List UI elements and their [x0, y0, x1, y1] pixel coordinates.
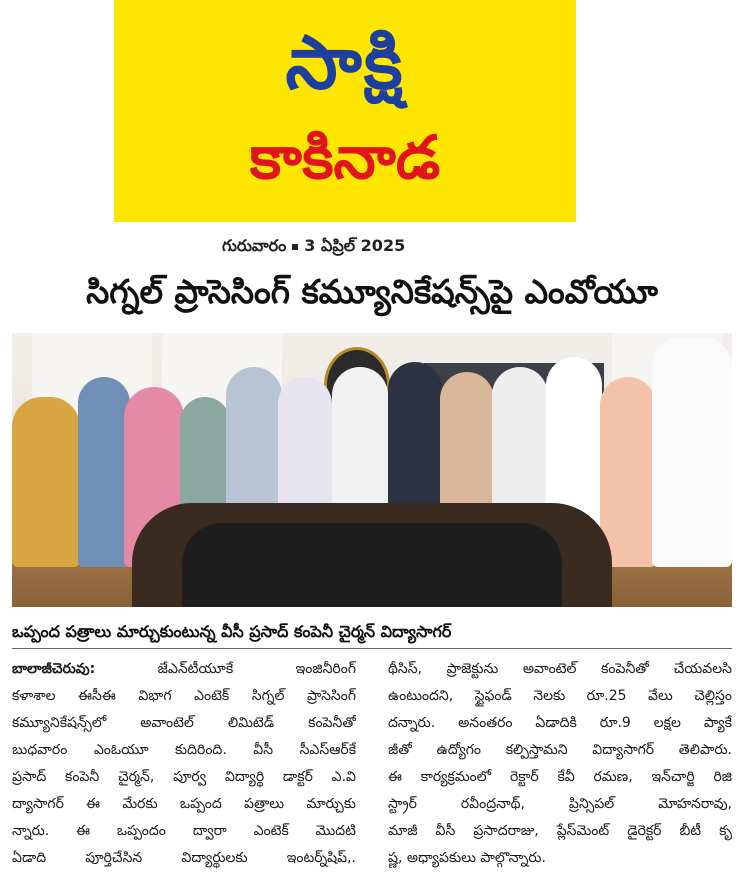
article-line: కమ్యూనికేషన్స్‌లో అవాంటెల్ లిమిటెడ్ కంపెనీతో [12, 715, 356, 731]
article-line: జీతో ఉద్యోగం కల్పిస్తామని విద్యాసాగర్ తెలిపారు. [388, 742, 732, 758]
article-line: జేఎన్‌టీయూకే ఇంజినీరింగ్ [157, 661, 356, 677]
article-line: ప్రసాద్ కంపెనీ చైర్మన్, పూర్వ విద్యార్థి డాక్టర్ ఎ.వి [12, 769, 356, 785]
article-line: మాజీ వీసీ ప్రసాదరాజు, ప్లేస్‌మెంట్ డైరెక్టర్ బీటీ కృ [388, 823, 732, 839]
article-dateline-place: బాలాజీచెరువు: [12, 661, 96, 677]
conference-table-center [182, 523, 562, 607]
separator-dot-icon [292, 244, 298, 250]
article-line: కళాశాల ఈసీఈ విభాగ ఎంటెక్ సిగ్నల్ ప్రాసెసింగ్ [12, 688, 356, 704]
person-figure [600, 377, 656, 567]
masthead [114, 0, 576, 222]
divider [12, 648, 732, 649]
person-figure [12, 397, 80, 567]
person-figure [78, 377, 130, 567]
article-line: దన్నారు. అనంతరం ఏడాదికి రూ.9 లక్షల ప్యాకే [388, 715, 732, 731]
dateline [222, 234, 405, 258]
news-photo [12, 333, 732, 607]
article-line: ఉంటుందని, స్టైఫండ్ నెలకు రూ.25 వేలు చెల్లిస్తం [388, 688, 732, 704]
article-line: ఏడాది పూర్తిచేసిన విద్యార్థులకు ఇంటర్న్‌షిప్,. [12, 850, 356, 866]
dateline-year: 2025 [360, 236, 406, 255]
newspaper-logo: సాక్షి [285, 20, 405, 106]
article-line: ద్యాసాగర్ ఈ మేరకు ఒప్పంద పత్రాలు మార్చుకు [12, 796, 356, 812]
article-line: థీసిస్, ప్రాజెక్టును అవాంటెల్ కంపెనీతో చేయవలసి [388, 661, 732, 677]
article-line: న్నారు. ఈ ఒప్పందం ద్వారా ఎంటెక్ మొదటి [12, 823, 356, 839]
article-line: ష్ణ, అధ్యాపకులు పాల్గొన్నారు. [388, 850, 546, 866]
article-column-right [388, 656, 732, 872]
article-line: స్ట్రార్ రవీంద్రనాథ్, ప్రిన్సిపల్ మోహనరావు, [388, 796, 732, 812]
article-column-left [12, 656, 356, 872]
dateline-day: గురువారం [222, 236, 287, 255]
dateline-month: ఏప్రిల్ [320, 236, 356, 255]
person-figure [652, 337, 732, 567]
article-line: ఈ కార్యక్రమంలో రెక్టార్ కేవీ రమణ, ఇన్‌చార్జి రిజి [388, 769, 732, 785]
photo-caption: ఒప్పంద పత్రాలు మార్చుకుంటున్న వీసీ ప్రసాద్ కంపెనీ చైర్మన్ విద్యాసాగర్ [12, 622, 452, 641]
headline: సిగ్నల్ ప్రాసెసింగ్ కమ్యూనికేషన్స్‌పై ఎంవోయూ [86, 272, 658, 311]
article-line: బుధవారం ఎంఓయూ కుదిరింది. వీసీ సీఎస్ఆర్‌కే [12, 742, 356, 758]
dateline-date: 3 [304, 236, 316, 255]
edition-name: కాకినాడ [249, 123, 441, 193]
